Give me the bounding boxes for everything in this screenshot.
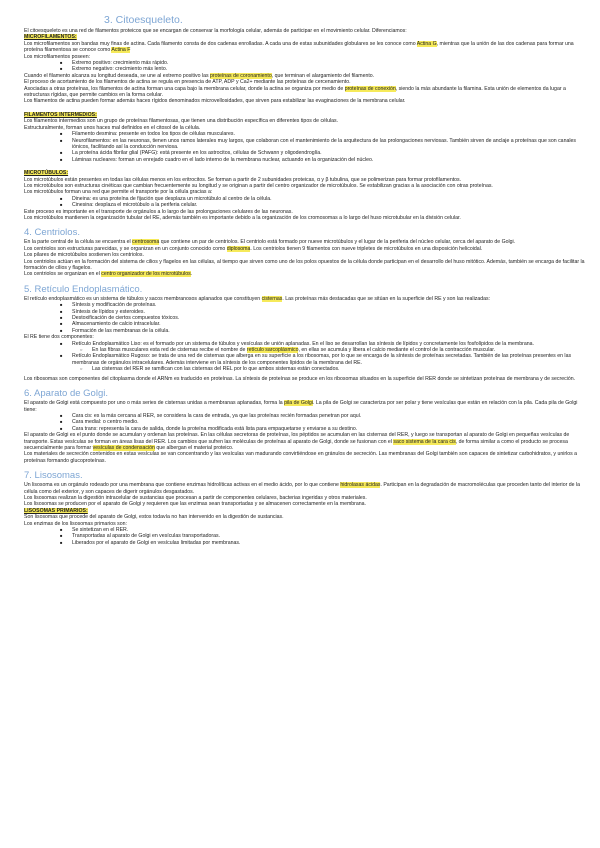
microfilament-paragraph: El proceso de acortamiento de los filamentos de actina se regula en presencia de ATP, ADP y Ca2+ mediante las proteínas de cercenamiento. <box>24 79 351 86</box>
microfilament-heading: MICROFILAMENTOS: <box>24 34 77 41</box>
centriole-paragraph: En la parte central de la célula se encuentra el centrosoma que contiene un par de centriolos. El centriolo está formado por nueve microtúbulos y el lugar de la periferia del núcleo celular, cerca del aparato de Golgi. <box>24 239 516 246</box>
section-3-title: 3. Citoesqueleto. <box>104 14 183 26</box>
list-item: ■ Extremo negativo: crecimiento más lento. <box>72 66 588 72</box>
microfilament-paragraph: Asociadas a otras proteínas, los filamentos de actina forman una capa bajo la membrana celular, donde la actina se organiza por medio de proteínas de conexión, siendo la más abundante la filamina. Esta unión de elementos da lugar a estructuras rígidas, que permite cambios en la forma celular. <box>24 85 566 99</box>
er-sublist <box>72 366 588 372</box>
golgi-paragraph: El aparato de Golgi es el punto donde se acumulan y ordenan las proteínas. En las células secretoras de proteínas, los péptidos se acumulan en las cisternas del RER, y luego se transportan al aparato de Golgi en pequeñas vesículas de transporte. Estas vesículas se forman en áreas lisas del RER. Los cambios que sufren las moléculas de proteínas al aparato de Golgi, donde se fusionan con el saco sistema de la cara cis, de forma similar a como el producto se procesa secuencialmente para formar vesículas de condensación que albergan el material proteico. <box>24 432 570 451</box>
list-item: ■ Retículo Endoplasmático Liso: es el formado por un sistema de túbulos y vesículas de unión aplanadas. En el liso se desarrollan las síntesis de lípidos y concretamente los fosfolípidos de la membrana. <box>72 341 588 347</box>
intermediate-paragraph: Los filamentos intermedios son un grupo de proteínas filamentosas, que tienen una distribución específica en diferentes tipos de células. <box>24 118 339 125</box>
list-item: ■ Neurofilamentos: en las neuronas, tienen unos ramos laterales muy largos, que colaboran con el mantenimiento de la arquitectura de las prolongaciones nerviosas. También sirven de anclaje a proteínas que son canales iónicos, facilitando así la conducción nerviosa. <box>72 138 588 151</box>
list-item: ■ Extremo positivo: crecimiento más rápido. <box>72 60 588 66</box>
lysosome-paragraph: Los lisosomas se producen por el aparato de Golgi y requieren que las enzimas sean transportadas y se almacenen correctamente en la membrana. <box>24 501 366 508</box>
microfilament-paragraph: Cuando el filamento alcanza su longitud deseada, se une al extremo positivo las proteínas de coronamiento, que terminan el alargamiento del filamento. <box>24 72 375 79</box>
centriole-paragraph: Los pilares de microtúbulos sostienen los centriolos. <box>24 252 144 259</box>
list-item: ■ Láminas nucleares: forman un enrejado cuadro en el lado interno de la membrana nuclear, actuando en la organización del núcleo. <box>72 157 588 163</box>
primary-lysosome-heading: LISOSOMAS PRIMARIOS: <box>24 507 88 514</box>
golgi-paragraph: El aparato de Golgi está compuesto por uno o más series de cisternas unidas a membranas aplanadas, forma la pila de Golgi. La pila de Golgi se caracteriza por ser polar y tiene vesículas que están en relación con la pila. Cada pila de Golgi tiene: <box>24 400 578 413</box>
list-item: ○ En las fibras musculares esta red de cisternas recibe el nombre de retículo sarcoplásmico, en ellas se acumula y libera el calcio mediante el control de la contracción muscular. <box>92 347 588 353</box>
lysosome-paragraph: Son lisosomas que procede del aparato de Golgi, estos todavía no han intervenido en la digestión de sustancias. <box>24 514 284 521</box>
section-4-title: 4. Centriolos. <box>24 227 80 239</box>
microtubule-heading: MICROTÚBULOS: <box>24 170 69 177</box>
er-paragraph: El retículo endoplasmático es un sistema de túbulos y sacos membranosos aplanados que constituyen cisternas. Las proteínas más destacadas que se sitúan en la superficie del RE y son las realizadas: <box>24 295 491 302</box>
list-item: ■ Síntesis y modificación de proteínas. <box>72 302 588 308</box>
lysosome-paragraph: Un lisosoma es un orgánulo rodeado por una membrana que contiene enzimas hidrolíticas activas en el medio ácido, por lo que contiene hidrolasas ácidas. Participan en la degradación de macromoléculas que proceden tanto del interior de la célula como del exterior, y son capaces de digerir orgánulos desgastados. <box>24 482 581 495</box>
er-function-list <box>24 302 588 334</box>
microtubule-paragraph: Los microtúbulos son estructuras cinéticas que cambian frecuentemente su longitud y se originan a partir del centro organizador de microtúbulos. Se estabilizan gracias a la asociación con otras proteínas. <box>24 182 493 189</box>
intermediate-heading: FILAMENTOS INTERMEDIOS: <box>24 111 97 118</box>
microfilament-paragraph: Los filamentos de actina pueden formar además haces rígidos denominados microvellosidades, que sirven para estabilizar las evaginaciones de la membrana celular. <box>24 98 406 105</box>
list-item: ■ La proteína ácida fibrilar glial (PAFG): está presente en los astrocitos, células de Schwann y oligodendroglía. <box>72 150 588 156</box>
section-7-title: 7. Lisosomas. <box>24 470 83 482</box>
list-item: ■ Transportadas al aparato de Golgi en vesículas transportadoras. <box>72 533 588 539</box>
microfilament-paragraph: Los microfilamentos son bandas muy finas de actina. Cada filamento consta de dos cadenas enrolladas. A cada una de estas subunidades globulares se les conoce como Actina G, mientras que la unión de las dos cadenas para formar una proteína filamentosa se conoce como Actina F <box>24 40 574 54</box>
centriole-paragraph: Los centriolos se organizan en el centro organizador de los microtúbulos. <box>24 271 193 278</box>
er-paragraph: El RE tiene dos componentes: <box>24 334 94 341</box>
er-paragraph: Los ribosomas son componentes del citoplasma donde el ARNm es traducido en proteínas. La síntesis de proteínas se produce en los ribosomas situados en la superficie del RER donde se sintetizan proteínas de membrana y de secreción. <box>24 375 576 382</box>
list-item: ○ Las cisternas del RER se ramifican con las cisternas del REL por lo que ambos sistemas están conectados. <box>92 366 588 372</box>
list-item: ■ Cinesina: desplaza el microtúbulo a la periferia celular. <box>72 202 588 208</box>
list-item: ■ Cara cis: es la más cercana al RER, se considera la cara de entrada, ya que las proteínas recién formadas penetran por aquí. <box>72 413 588 419</box>
centriole-paragraph: Los centriolos actúan en la formación del sistema de cilios y flagelos en las células, al tiempo que sirven como uno de los polos opuestos de la célula donde participan en el desarrollo del huso mitótico. Además, también se encarga de facilitar la formación de cilios y flagelos. <box>24 258 585 271</box>
section-6-title: 6. Aparato de Golgi. <box>24 388 108 400</box>
lysosome-paragraph: Los enzimas de los lisosomas primarios son: <box>24 520 127 527</box>
intermediate-list <box>24 131 588 163</box>
microtubule-paragraph: Los microtúbulos forman una red que permite el transporte por la célula gracias a: <box>24 189 213 196</box>
intermediate-paragraph: Estructuralmente, forman unos haces mal definidos en el citosol de la célula. <box>24 124 201 131</box>
list-item: ■ Formación de las membranas de la célula. <box>72 328 588 334</box>
list-item: ■ Síntesis de lípidos y esteroides. <box>72 309 588 315</box>
microtubule-paragraph: Este proceso es importante en el transporte de orgánulos a lo largo de las prolongaciones celulares de las neuronas. <box>24 208 293 215</box>
centriole-paragraph: Los centriolos son estructuras parecidas, y se organizan en un conjunto conocido como diplosoma. Los centriolos tienen 9 filamentos con nueve tripletes de microtúbulos en una disposición helicoidal. <box>24 245 483 252</box>
list-item: ■ Cara trans: representa la cara de salida, donde la proteína modificada está lista para empaquetarse y enviarse a su destino. <box>72 426 588 432</box>
er-component-list <box>24 341 588 373</box>
microtubule-list <box>24 196 588 209</box>
section-5-title: 5. Retículo Endoplasmático. <box>24 283 143 295</box>
microtubule-paragraph: Los microtúbulos están presentes en todas las células menos en los eritrocitos. Se forman a partir de 2 subunidades proteicas, α y β tubulina, que se polimerizan para formar protofilamentos. <box>24 176 462 183</box>
list-item: ■ Dineina: es una proteína de fijación que desplaza un microtúbulo al centro de la célula. <box>72 196 588 202</box>
intro-text: El citoesqueleto es una red de filamentos proteicos que se encargan de conservar la morfología celular, además de participar en el movimiento celular. Diferenciamos: <box>24 28 407 34</box>
golgi-face-list <box>24 413 588 432</box>
list-item: ■ Destoxificación de ciertos compuestos tóxicos. <box>72 315 588 321</box>
list-item: ■ Liberados por el aparato de Golgi en vesículas limitadas por membranas. <box>72 540 588 546</box>
microfilament-paragraph: Los microfilamentos poseen: <box>24 53 91 60</box>
list-item: ■ Cara medial: o centro medio. <box>72 419 588 425</box>
lysosome-paragraph: Los lisosomas realizan la digestión intracelular de sustancias que procesan a partir de componentes celulares, bacterias ingeridas y otros materiales. <box>24 494 367 501</box>
golgi-paragraph: Los materiales de secreción contenidos en estas vesículas se van concentrando y las vesículas van madurando convirtiéndose en gránulos de secreción. Las membranas del Golgi también son capaces de sintetizar carbohidratos, y unirlos a proteínas formando glucoproteínas. <box>24 451 578 464</box>
list-item: ■ Retículo Endoplasmático Rugoso: se trata de una red de cisternas que alberga en su superficie a los ribosomas, por lo que se encarga de la síntesis de proteínas secretadas. También de las proteínas presentes en las membranas de orgánulos intracelulares. Además interviene en la síntesis de los componentes lípidos de la membrana del RE. <box>72 353 588 366</box>
list-item: ■ Filamento desmina: presente en todos los tipos de células musculares. <box>72 131 588 137</box>
list-item: ■ Almacenamiento de calcio intracelular. <box>72 321 588 327</box>
lysosome-enzyme-list <box>24 527 588 546</box>
microfilament-list <box>24 60 588 73</box>
list-item: ■ Se sintetizan en el RER. <box>72 527 588 533</box>
microtubule-paragraph: Los microtúbulos mantienen la organización tubular del RE, además también es importante debido a la organización de los cromosomas a lo largo del huso microtubular en la división celular. <box>24 214 461 221</box>
